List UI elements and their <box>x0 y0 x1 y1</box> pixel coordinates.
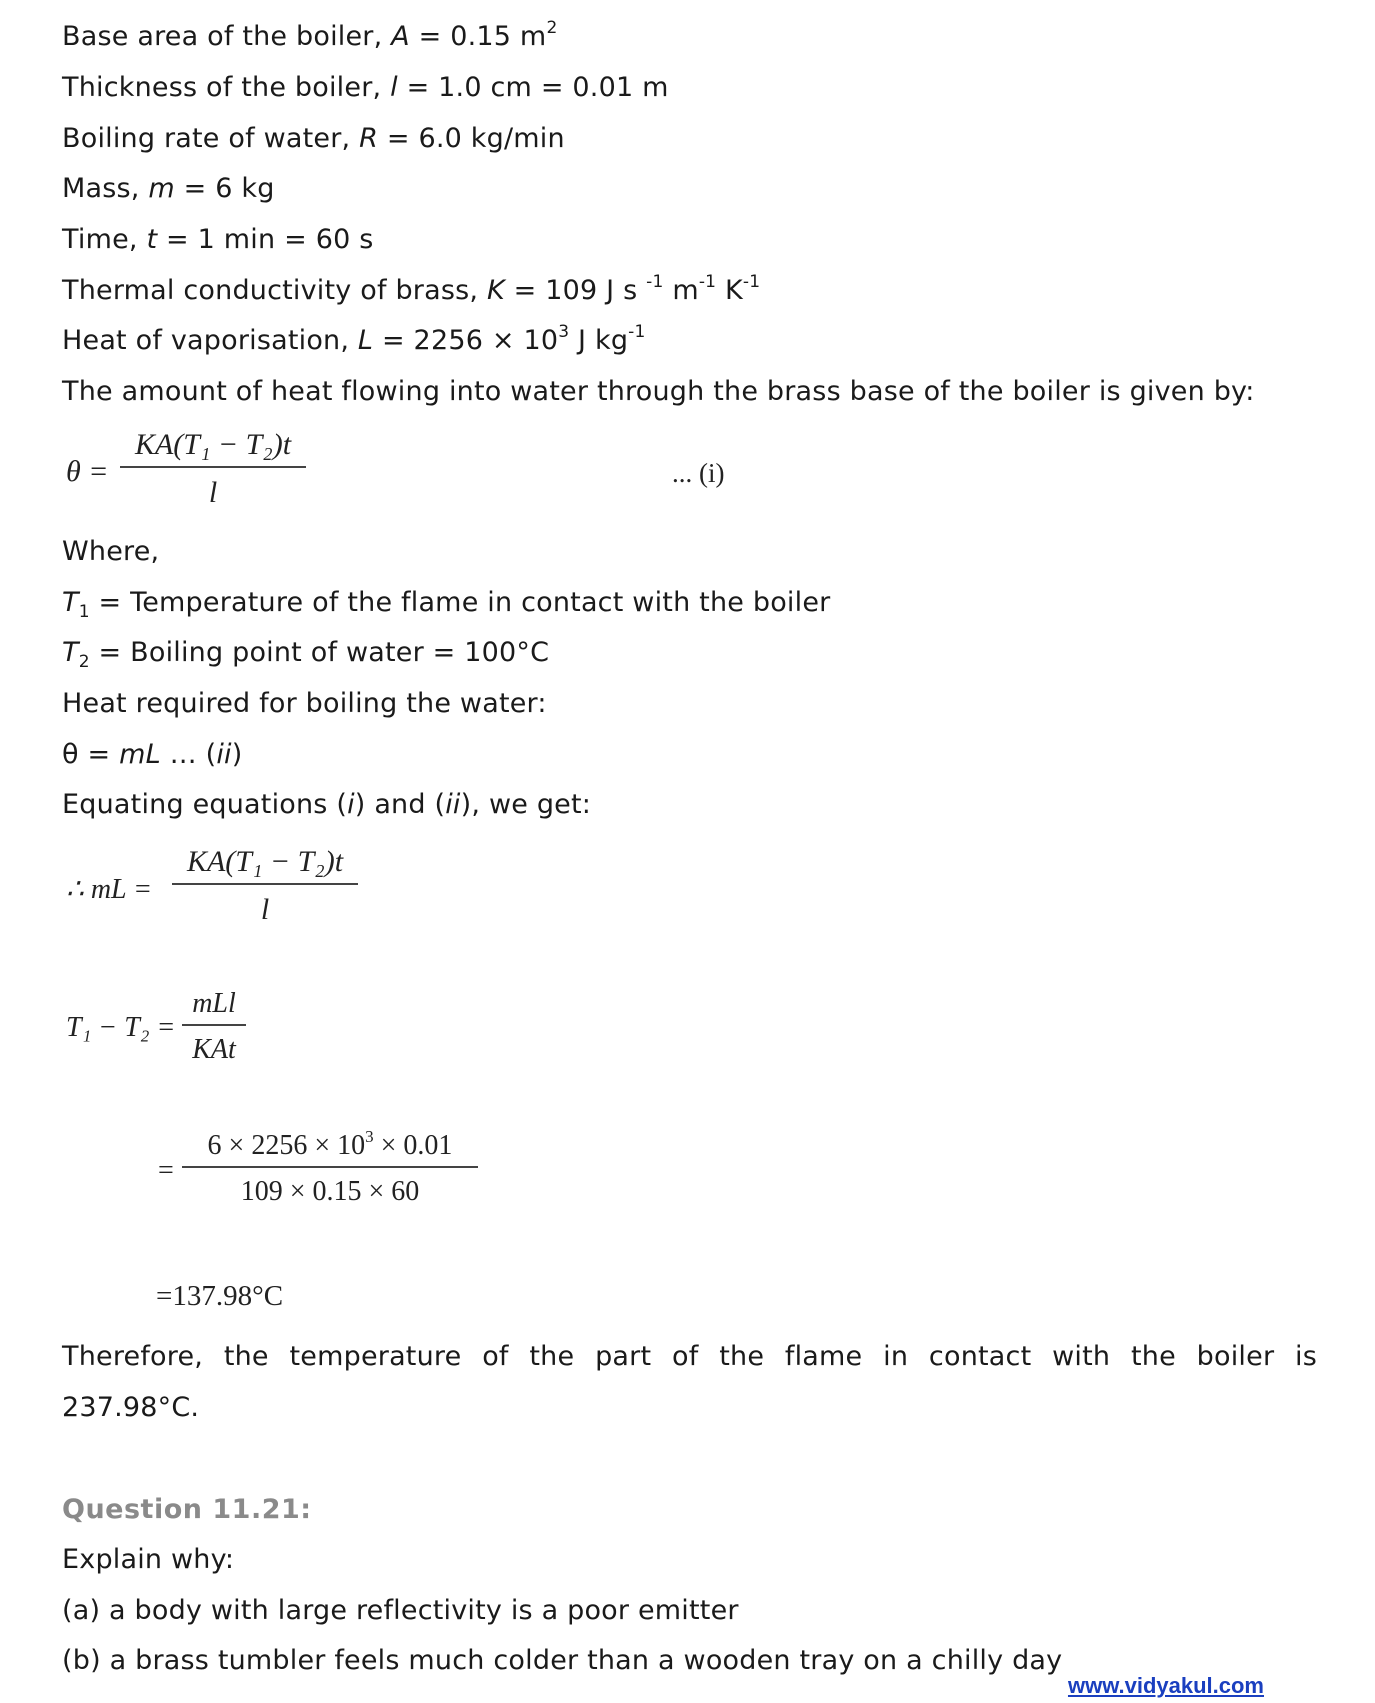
given-time: Time, t = 1 min = 60 s <box>62 224 374 255</box>
eq3-denominator: l <box>260 892 270 926</box>
conclusion-line-1: Therefore, the temperature of the part of the flame in contact with the boiler is <box>62 1341 1317 1372</box>
question-part-a: (a) a body with large reflectivity is a poor emitter <box>62 1595 739 1626</box>
eq5-lhs: = <box>158 1155 174 1186</box>
t1-definition: $T_1$ = Temperature of the flame in contact with the boiler <box>62 587 831 622</box>
heat-required: Heat required for boiling the water: <box>62 688 547 719</box>
eq4-fraction <box>182 988 246 1066</box>
given-mass: Mass, m = 6 kg <box>62 173 275 204</box>
eq4-lhs: T₁ − T₂ = <box>66 1012 176 1043</box>
eq5-numerator: $6 \times 2256 \times 10^3 \times 0.01$ <box>207 1127 453 1161</box>
eq1-fraction <box>120 428 306 510</box>
eq1-denominator: l <box>208 475 218 509</box>
intro-heat-flow: The amount of heat flowing into water through the brass base of the boiler is given by: <box>62 376 1255 407</box>
conclusion-line-2: 237.98°C. <box>62 1392 200 1423</box>
eq3-fraction <box>172 845 358 927</box>
eq1-fraction-bar <box>120 466 306 468</box>
eq2: θ = mL … (ii) <box>62 739 243 770</box>
given-base-area: Base area of the boiler, A = 0.15 $m^2$ <box>62 18 558 52</box>
question-part-b: (b) a brass tumbler feels much colder than a wooden tray on a chilly day <box>62 1645 1063 1676</box>
eq3-numerator: KA(T₁ − T₂)t <box>186 845 344 878</box>
given-vaporisation: Heat of vaporisation, $L = 2256 \times 10^3$ J $kg^{-1}$ <box>62 322 646 356</box>
eq4-numerator: mLl <box>192 988 236 1019</box>
eq6-result: =137.98°C <box>156 1280 284 1312</box>
eq1-lhs: θ = <box>66 455 109 488</box>
question-explain: Explain why: <box>62 1544 235 1575</box>
eq3-fraction-bar <box>172 883 358 885</box>
question-title: Question 11.21: <box>62 1494 312 1525</box>
given-boiling-rate: Boiling rate of water, R = 6.0 kg/min <box>62 123 565 154</box>
given-conductivity: Thermal conductivity of brass, K = 109 J s $^{-1}$ $m^{-1}$ $K^{-1}$ <box>62 272 761 306</box>
eq5-fraction-bar <box>182 1166 478 1168</box>
eq3-lhs: ∴ mL = <box>66 874 152 905</box>
eq5-fraction <box>182 1127 478 1208</box>
where-label: Where, <box>62 536 160 567</box>
eq4-fraction-bar <box>182 1024 246 1026</box>
eq1-numerator: KA(T₁ − T₂)t <box>134 428 292 461</box>
given-thickness: Thickness of the boiler, l = 1.0 cm = 0.01 m <box>62 72 669 103</box>
vidyakul-link[interactable]: www.vidyakul.com <box>1067 1673 1264 1698</box>
eq5-denominator: 109 × 0.15 × 60 <box>240 1175 420 1207</box>
t2-definition: $T_2$ = Boiling point of water = 100°C <box>62 637 550 672</box>
eq1-tag: ... (i) <box>672 458 725 488</box>
equating: Equating equations (i) and (ii), we get: <box>62 789 592 820</box>
eq4-denominator: KAt <box>192 1033 236 1065</box>
